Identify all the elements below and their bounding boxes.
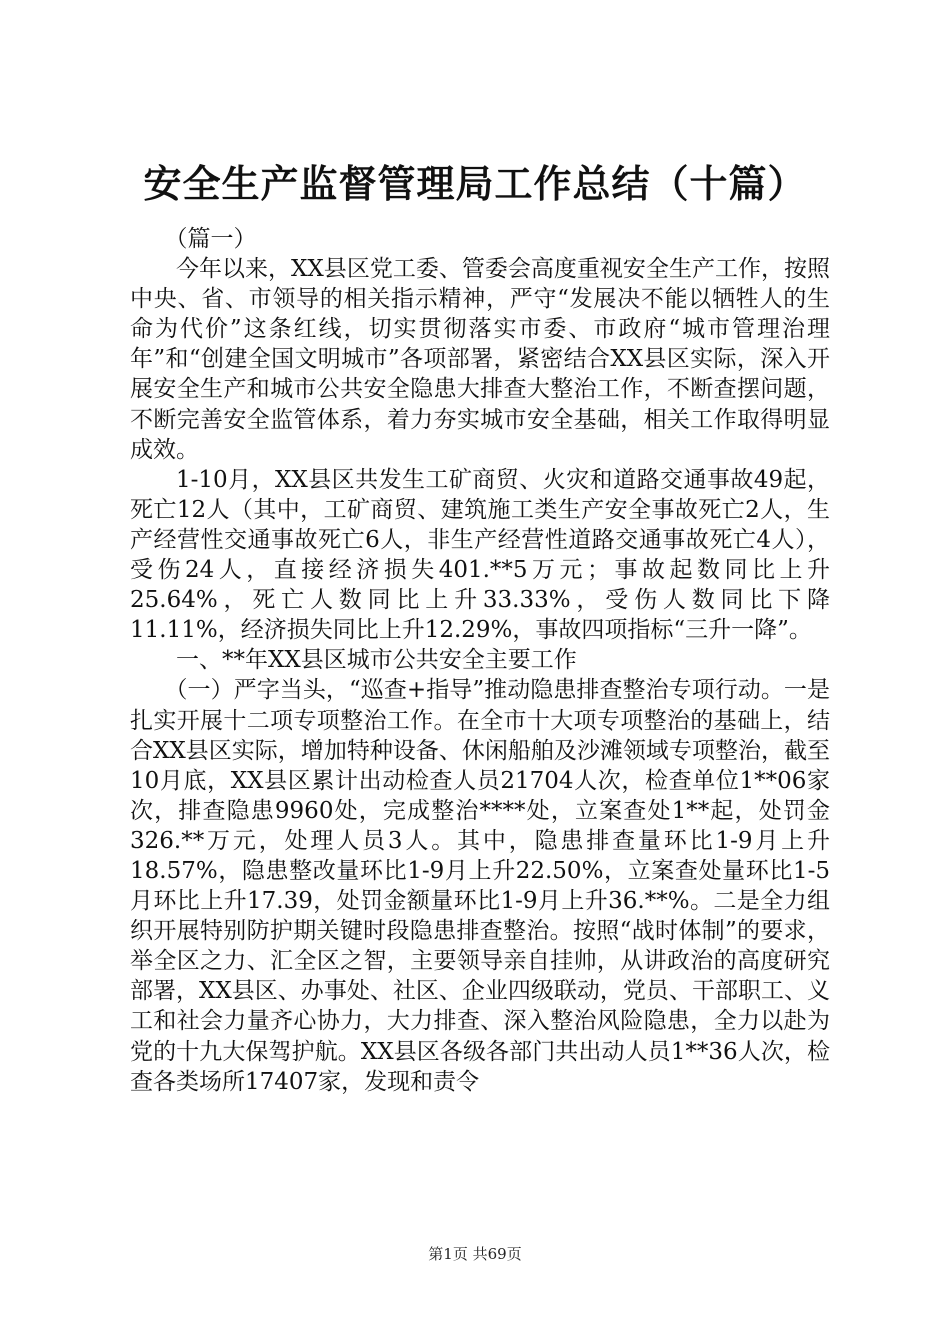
paragraph: 今年以来，XX县区党工委、管委会高度重视安全生产工作，按照中央、省、市领导的相关指示精神，严守“发展决不能以牺牲人的生命为代价”这条红线，切实贯彻落实市委、市政府“城市管理治理年”和“创建全国文明城市”各项部署，紧密结合XX县区实际，深入开展安全生产和城市公共安全隐患大排查大整治工作，不断查摆问题，不断完善安全监管体系，着力夯实城市安全基础，相关工作取得明显成效。 [130,256,830,463]
page-number: 第1页 共69页 [428,1245,522,1263]
paragraph: 1-10月，XX县区共发生工矿商贸、火灾和道路交通事故49起，死亡12人（其中，工矿商贸、建筑施工类生产安全事故死亡2人，生产经营性交通事故死亡6人，非生产经营性道路交通事故死亡4人），受伤24人，直接经济损失401.**5万元；事故起数同比上升25.64%，死亡人数同比上升33.33%，受伤人数同比下降11.11%，经济损失同比上升12.29%，事故四项指标“三升一降”。 [130,466,830,644]
document-title: 安全生产监督管理局工作总结（十篇） [143,161,807,206]
document-body [130,224,830,1097]
chapter-label: （篇一） [164,226,257,252]
section-heading: 一、**年XX县区城市公共安全主要工作 [176,647,577,674]
paragraph: （一）严字当头，“巡查+指导”推动隐患排查整治专项行动。一是扎实开展十二项专项整治工作。在全市十大项专项整治的基础上，结合XX县区实际，增加特种设备、休闲船舶及沙滩领域专项整治，截至10月底，XX县区累计出动检查人员21704人次，检查单位1**06家次，排查隐患9960处，完成整治****处，立案查处1**起，处罚金326.**万元，处理人员3人。其中，隐患排查量环比1-9月上升18.57%，隐患整改量环比1-9月上升22.50%，立案查处量环比1-5月环比上升17.39，处罚金额量环比1-9月上升36.**%。二是全力组织开展特别防护期关键时段隐患排查整治。按照“战时体制”的要求，举全区之力、汇全区之智，主要领导亲自挂帅，从讲政治的高度研究部署，XX县区、办事处、社区、企业四级联动，党员、干部职工、义工和社会力量齐心协力，大力排查、深入整治风险隐患，全力以赴为党的十九大保驾护航。XX县区各级各部门共出动人员1**36人次，检查各类场所17407家，发现和责令 [130,677,830,1095]
